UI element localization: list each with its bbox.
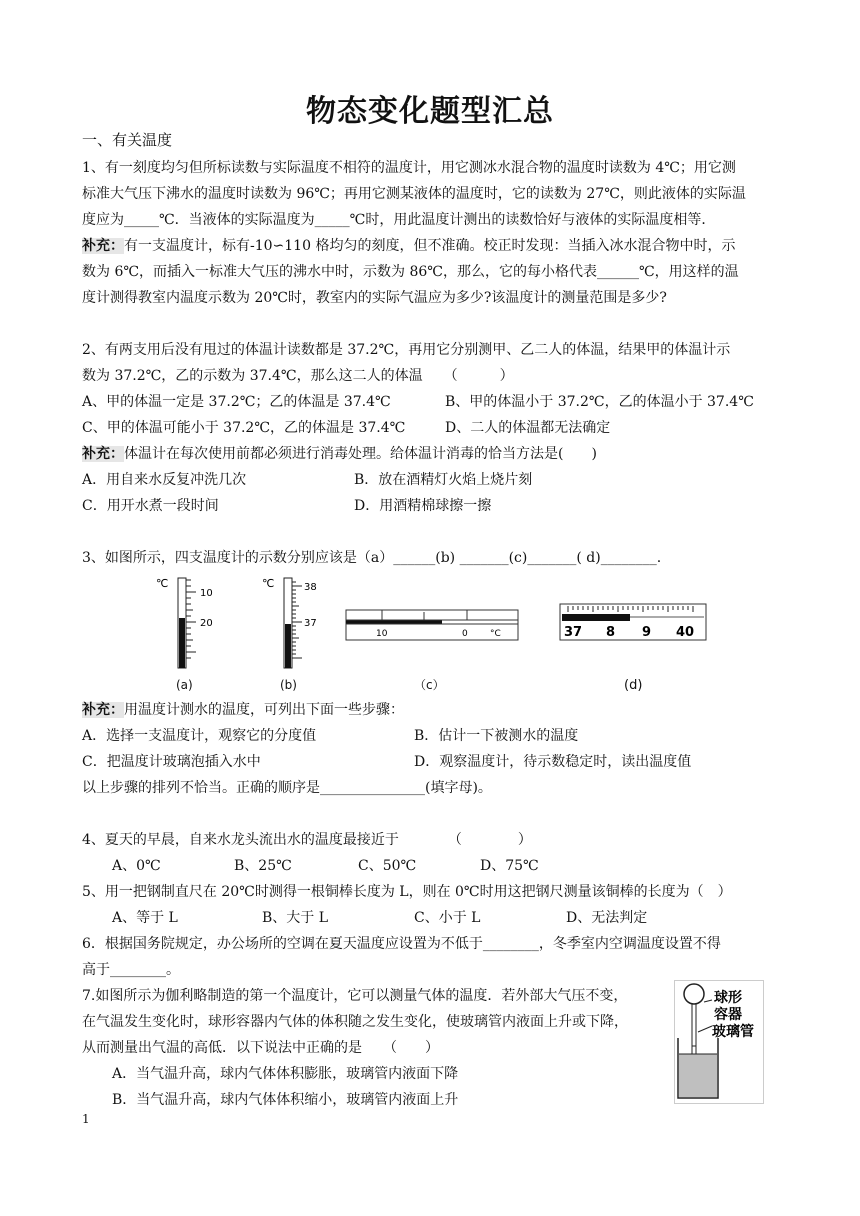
q6-line-1: 6．根据国务院规定，办公场所的空调在夏天温度应设置为不低于________，冬季室内空调温度设置不得	[82, 936, 721, 952]
q3-step-b: B．估计一下被测水的温度	[414, 728, 579, 744]
q2-option-c: C、甲的体温可能小于 37.2℃，乙的体温是 37.4℃	[82, 420, 406, 436]
fig-label-tube: 玻璃管	[712, 1024, 754, 1040]
fig-b-tick-label-1: 38	[304, 582, 317, 593]
q1-supplement-line-1	[82, 236, 735, 256]
q4-option-d: D、75℃	[480, 858, 539, 874]
q2-option-d: D、二人的体温都无法确定	[445, 420, 611, 436]
q1-supplement-line-2: 数为 6℃，而插入一标准大气压的沸水中时，示数为 86℃，那么，它的每小格代表______℃，用这样的温	[82, 264, 739, 280]
q2-option-b: B、甲的体温小于 37.2℃，乙的体温小于 37.4℃	[445, 394, 754, 410]
thermometer-figure-c	[342, 600, 522, 650]
fig-c-tick-label-2: 0	[462, 629, 468, 639]
fig-label-bulb-1: 球形	[714, 990, 742, 1006]
q4-line-1: 4、夏天的早晨，自来水龙头流出水的温度最接近于 （ ）	[82, 832, 532, 848]
fig-c-unit: °C	[490, 629, 501, 639]
q2-line-1: 2、有两支用后没有甩过的体温计读数都是 37.2℃，再用它分别测甲、乙二人的体温，结果甲的体温计示	[82, 342, 731, 358]
q2-option-a: A、甲的体温一定是 37.2℃；乙的体温是 37.4℃	[82, 394, 391, 410]
q5-line-1: 5、用一把钢制直尺在 20℃时测得一根铜棒长度为 L，则在 0℃时用这把钢尺测量该铜棒的长度为（ ）	[82, 884, 732, 900]
q5-option-a: A、等于 L	[112, 910, 178, 926]
page-title: 物态变化题型汇总	[306, 94, 554, 129]
q2-supp-option-a: A．用自来水反复冲洗几次	[82, 472, 247, 488]
q7-option-b: B．当气温升高，球内气体体积缩小，玻璃管内液面上升	[112, 1092, 459, 1108]
bulb-container	[684, 984, 704, 1004]
supplement-label: 补充：	[82, 702, 124, 718]
q2-supplement	[82, 444, 597, 464]
fig-d-tick-label-1: 37	[564, 625, 583, 640]
fig-d-caption: (d)	[624, 678, 643, 693]
fig-a-ticks	[186, 580, 196, 658]
q5-option-d: D、无法判定	[566, 910, 648, 926]
q1-line-3: 度应为_____℃．当液体的实际温度为_____℃时，用此温度计测出的读数恰好与液体的实际温度相等．	[82, 212, 716, 228]
fig-d-liquid	[562, 614, 630, 621]
thermometer-figure-b	[256, 574, 326, 674]
q7-line-2: 在气温发生变化时，球形容器内气体的体积随之发生变化，使玻璃管内液面上升或下降，	[82, 1014, 628, 1030]
section-heading: 一、有关温度	[82, 131, 173, 149]
q3-step-a: A．选择一支温度计，观察它的分度值	[82, 728, 317, 744]
q3-step-d: D．观察温度计，待示数稳定时，读出温度值	[414, 754, 692, 770]
q1-line-2: 标准大气压下沸水的温度时读数为 96℃；再用它测某液体的温度时，它的读数为 27℃，则此液体的实际温	[82, 186, 746, 202]
q4-option-b: B、25℃	[234, 858, 292, 874]
q3-supplement-text: 用温度计测水的温度，可列出下面一些步骤：	[124, 702, 404, 718]
q3-step-c: C．把温度计玻璃泡插入水中	[82, 754, 261, 770]
fig-a-caption: (a)	[176, 678, 193, 692]
q3-line-1: 3、如图所示，四支温度计的示数分别应该是（a）______(b) _______(c)_______( d)________.	[82, 550, 662, 566]
fig-d-tick-label-4: 40	[676, 625, 695, 640]
q3-order: 以上步骤的排列不恰当。正确的顺序是_______________(填字母)。	[82, 780, 492, 796]
q1-line-1: 1、有一刻度均匀但所标读数与实际温度不相符的温度计，用它测冰水混合物的温度时读数为 4℃；用它测	[82, 160, 736, 176]
q4-option-a: A、0℃	[112, 858, 161, 874]
q1-supplement-text: 有一支温度计，标有-10∽110 格均匀的刻度，但不准确。校正时发现：当插入冰水混合物中时，示	[124, 238, 736, 254]
fig-b-liquid	[285, 624, 291, 668]
fig-a-unit: ℃	[156, 577, 169, 590]
water	[679, 1054, 717, 1097]
fig-a-tick-label-1: 10	[200, 588, 213, 599]
supplement-label: 补充：	[82, 446, 124, 462]
q7-line-3: 从而测量出气温的高低．以下说法中正确的是 （ ）	[82, 1040, 439, 1056]
fig-c-tick-label-1: 10	[376, 629, 388, 639]
q7-line-1: 7.如图所示为伽利略制造的第一个温度计，它可以测量气体的温度．若外部大气压不变，	[82, 988, 628, 1004]
galileo-thermometer-figure	[674, 980, 764, 1104]
fig-a-tick-label-2: 20	[200, 618, 213, 629]
q3-supplement	[82, 700, 404, 720]
fig-label-bulb-2: 容器	[714, 1007, 742, 1023]
q5-option-b: B、大于 L	[262, 910, 329, 926]
q5-option-c: C、小于 L	[414, 910, 481, 926]
fig-b-ticks	[292, 582, 302, 658]
fig-b-tick-label-2: 37	[304, 618, 317, 629]
fig-d-tick-label-2: 8	[606, 625, 616, 640]
q2-supp-option-c: C．用开水煮一段时间	[82, 498, 219, 514]
supplement-label: 补充：	[82, 238, 124, 254]
fig-b-caption: (b)	[280, 678, 297, 692]
q2-supplement-text: 体温计在每次使用前都必须进行消毒处理。给体温计消毒的恰当方法是( )	[124, 446, 597, 462]
q4-option-c: C、50℃	[358, 858, 417, 874]
thermometer-figure-d	[558, 600, 708, 646]
q2-line-2: 数为 37.2℃，乙的示数为 37.4℃，那么这二人的体温 （ ）	[82, 368, 514, 384]
q1-supplement-line-3: 度计测得教室内温度示数为 20℃时，教室内的实际气温应为多少?该温度计的测量范围是多少?	[82, 290, 667, 306]
thermometer-figure-a	[148, 574, 218, 674]
q2-supp-option-b: B．放在酒精灯火焰上烧片刻	[354, 472, 533, 488]
fig-a-liquid	[179, 618, 185, 668]
fig-b-unit: ℃	[262, 577, 275, 590]
q6-line-2: 高于________。	[82, 962, 180, 978]
fig-c-caption: （c）	[414, 678, 445, 692]
q7-option-a: A．当气温升高，球内气体体积膨胀，玻璃管内液面下降	[112, 1066, 459, 1082]
q2-supp-option-d: D．用酒精棉球擦一擦	[354, 498, 492, 514]
fig-d-tick-label-3: 9	[642, 625, 652, 640]
page-number: 1	[82, 1112, 90, 1126]
